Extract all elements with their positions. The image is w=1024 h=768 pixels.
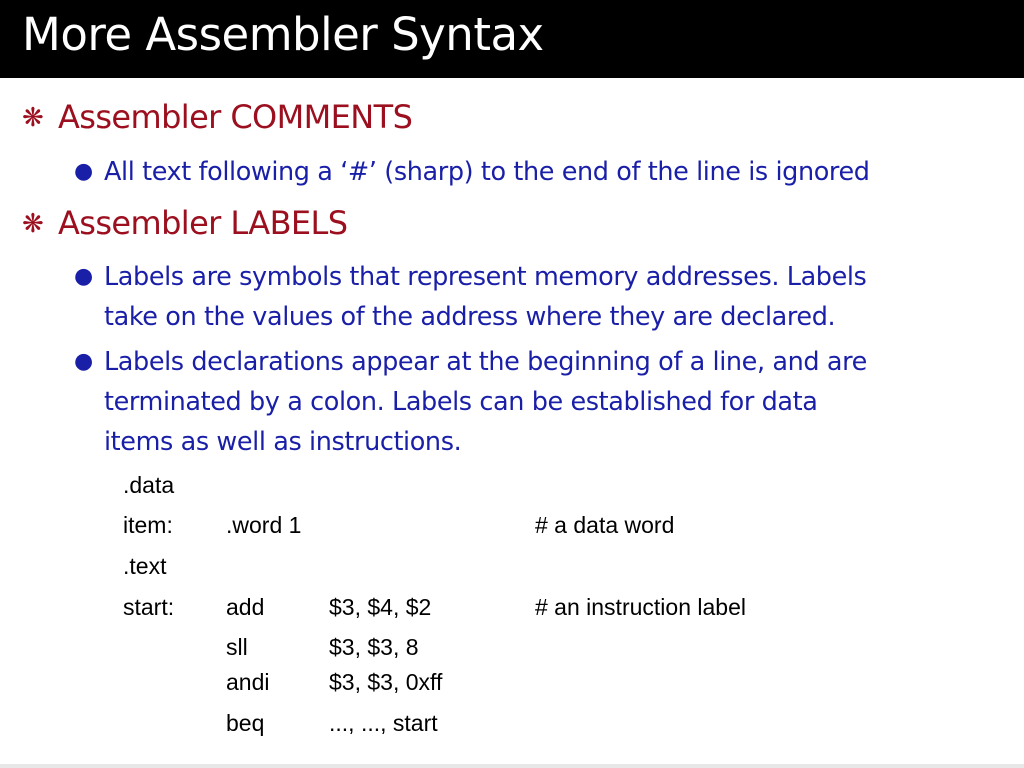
slide-title: More Assembler Syntax xyxy=(22,8,544,61)
bullet-text-line: items as well as instructions. xyxy=(104,427,462,457)
asterisk-bullet-icon: ❋ xyxy=(22,103,44,133)
code-op-beq: beq xyxy=(226,710,265,736)
bullet-text-line: Labels are symbols that represent memory addresses. Labels xyxy=(104,262,867,292)
section-heading-comments xyxy=(22,98,412,136)
code-text-directive: .text xyxy=(123,553,167,579)
code-op-sll: sll xyxy=(226,634,248,660)
section-heading-label: Assembler COMMENTS xyxy=(58,98,413,136)
dot-bullet-icon: ● xyxy=(74,349,93,374)
code-start-label: start: xyxy=(123,594,175,620)
code-item-label: item: xyxy=(123,512,173,538)
bullet-text-line: terminated by a colon. Labels can be established for data xyxy=(104,387,818,417)
section-heading-labels xyxy=(22,204,347,242)
code-op-add: add xyxy=(226,594,265,620)
code-word-comment: # a data word xyxy=(535,512,675,538)
section-heading-label: Assembler LABELS xyxy=(58,204,348,242)
title-bar xyxy=(0,0,1024,78)
bullet-text-line: Labels declarations appear at the beginning of a line, and are xyxy=(104,347,867,377)
bullet-labels-1 xyxy=(74,257,866,337)
code-args-beq: ..., ..., start xyxy=(329,710,438,736)
code-op-andi: andi xyxy=(226,669,270,695)
code-args-add: $3, $4, $2 xyxy=(329,594,432,620)
code-word-directive: .word 1 xyxy=(226,512,302,538)
dot-bullet-icon: ● xyxy=(74,264,93,289)
bullet-labels-2 xyxy=(74,342,867,462)
code-data-directive: .data xyxy=(123,472,175,498)
bullet-text-line: take on the values of the address where they are declared. xyxy=(104,302,836,332)
bullet-comments-1 xyxy=(74,152,870,192)
asterisk-bullet-icon: ❋ xyxy=(22,209,44,239)
bottom-divider xyxy=(0,764,1024,768)
dot-bullet-icon: ● xyxy=(74,159,93,184)
code-args-andi: $3, $3, 0xff xyxy=(329,669,443,695)
bullet-text: All text following a ‘#’ (sharp) to the end of the line is ignored xyxy=(104,157,870,187)
code-args-sll: $3, $3, 8 xyxy=(329,634,419,660)
code-comment-add: # an instruction label xyxy=(535,594,746,620)
